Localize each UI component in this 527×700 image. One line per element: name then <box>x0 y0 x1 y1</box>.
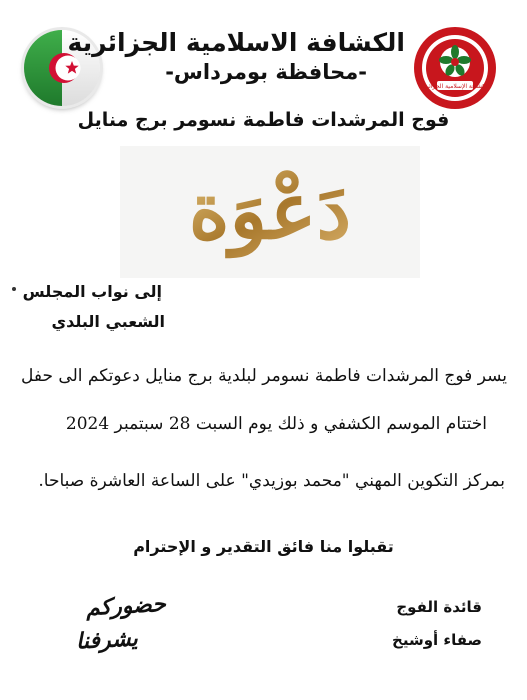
scout-emblem-icon <box>413 26 497 110</box>
signature-name: صفاء أوشيخ <box>392 631 482 649</box>
body-line-3: بمركز التكوين المهني "محمد بوزيدي" على الساعة العاشرة صباحا. <box>38 471 505 491</box>
body-line-2: اختتام الموسم الكشفي و ذلك يوم السبت 28 سبتمبر 2024 <box>65 414 487 434</box>
group-name: فوج المرشدات فاطمة نسومر برج منايل <box>77 109 450 131</box>
emblem-text: الكشافة الإسلامية الجزائرية <box>420 83 490 90</box>
recipient-line-1: إلى نواب المجلس <box>22 282 162 301</box>
handwritten-line-2: يشرفنا <box>75 626 139 655</box>
body-line-1: يسر فوج المرشدات فاطمة نسومر لبلدية برج منايل دعوتكم الى حفل <box>21 366 507 386</box>
invitation-title: دَعْوَة <box>188 166 352 257</box>
invitation-banner <box>120 146 420 278</box>
closing-line: تقبلوا منا فائق التقدير و الإحترام <box>133 537 394 556</box>
recipient-line-2: الشعبي البلدي <box>51 312 165 331</box>
organization-title: الكشافة الاسلامية الجزائرية <box>67 28 405 57</box>
handwritten-line-1: حضوركم <box>85 591 167 622</box>
signature-title: قائدة الفوج <box>396 598 482 616</box>
bullet-dot <box>12 287 16 291</box>
province-subtitle: -محافظة بومرداس- <box>165 60 367 84</box>
